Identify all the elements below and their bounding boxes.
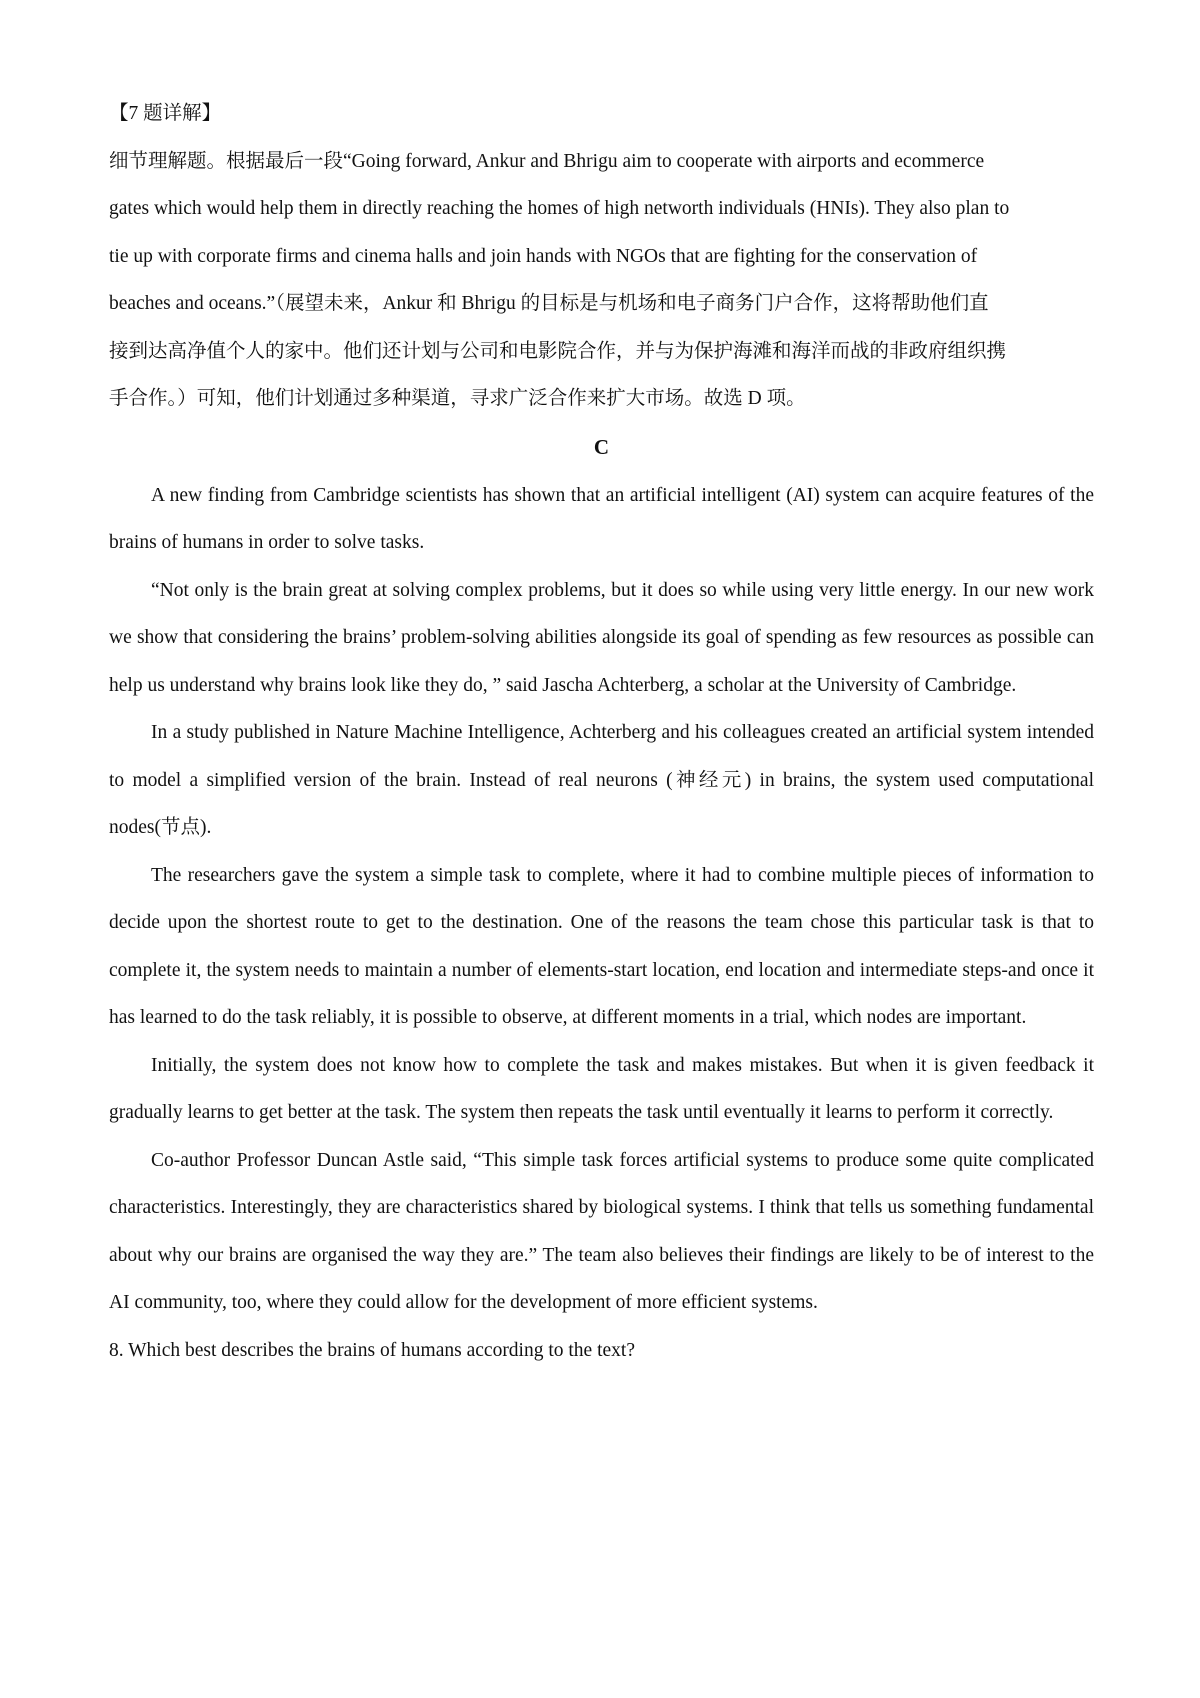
passage-paragraph: Initially, the system does not know how to complete the task and makes mistakes. But when it is given feedback it gradually learns to get better at the task. The system then repeats the task until eventually it learns to perform it correctly. bbox=[109, 1054, 1094, 1123]
question-text: 8. Which best describes the brains of humans according to the text? bbox=[109, 1339, 635, 1361]
passage-heading: C bbox=[593, 435, 610, 459]
detail-line: tie up with corporate firms and cinema halls and join hands with NGOs that are fighting for the conservation of bbox=[109, 245, 978, 267]
detail-line: gates which would help them in directly reaching the homes of high networth individuals (HNIs). They also plan to bbox=[109, 198, 1010, 219]
detail-section bbox=[109, 90, 1094, 423]
passage-paragraph: The researchers gave the system a simple task to complete, where it had to combine multiple pieces of information to decide upon the shortest route to get to the destination. One of the reasons the team chose this particular task is that to complete it, the system needs to maintain a number of elements-start location, end location and intermediate steps-and once it has learned to do the task reliably, it is possible to observe, at different moments in a trial, which nodes are important. bbox=[109, 864, 1094, 1028]
detail-line: beaches and oceans.”（展望未来，Ankur 和 Bhrigu 的目标是与机场和电子商务门户合作，这将帮助他们直 bbox=[109, 293, 989, 314]
detail-title: 【7 题详解】 bbox=[109, 103, 222, 124]
passage-paragraph: A new finding from Cambridge scientists has shown that an artificial intelligent (AI) system can acquire features of the brains of humans in order to solve tasks. bbox=[109, 484, 1094, 553]
detail-line: 接到达高净值个人的家中。他们还计划与公司和电影院合作，并与为保护海滩和海洋而战的非政府组织携 bbox=[109, 340, 1007, 362]
detail-line: 手合作。）可知，他们计划通过多种渠道，寻求广泛合作来扩大市场。故选 D 项。 bbox=[109, 388, 806, 409]
passage-paragraph: “Not only is the brain great at solving complex problems, but it does so while using very little energy. In our new work we show that considering the brains’ problem-solving abilities alongside its goal of spending as few resources as possible can help us understand why brains look like they do, ” said Jascha Achterberg, a scholar at the University of Cambridge. bbox=[109, 579, 1094, 696]
passage-paragraph: Co-author Professor Duncan Astle said, “This simple task forces artificial systems to produce some quite complicated characteristics. Interestingly, they are characteristics shared by biological systems. I think that tells us something fundamental about why our brains are organised the way they are.” The team also believes their findings are likely to be of interest to the AI community, too, where they could allow for the development of more efficient systems. bbox=[109, 1149, 1094, 1313]
detail-body bbox=[109, 138, 1094, 423]
passage-paragraph: In a study published in Nature Machine Intelligence, Achterberg and his colleagues created an artificial system intended to model a simplified version of the brain. Instead of real neurons (神经元) in brains, the system used computational nodes(节点). bbox=[109, 722, 1094, 838]
detail-line: 细节理解题。根据最后一段“Going forward, Ankur and Bhrigu aim to cooperate with airports and ecommerce bbox=[109, 150, 985, 172]
passage bbox=[109, 424, 1094, 1374]
